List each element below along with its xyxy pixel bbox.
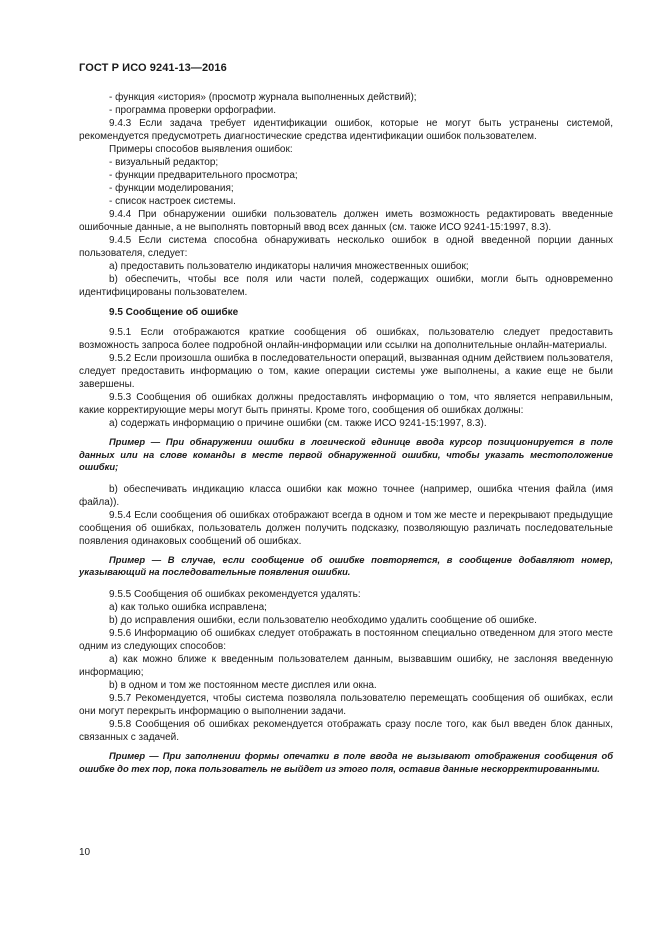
item-9-5-5-a: a) как только ошибка исправлена; [109,601,267,613]
clause-9-5-4: 9.5.4 Если сообщения об ошибках отображают всегда в одном и том же месте и перекрывают предыдущие сообщения об ошибках, пользователь должен получить подсказку, позволяющую различать последовательные появления одинаковых сообщений об ошибках. [79,509,613,547]
item-9-5-5-b: b) до исправления ошибки, если пользователю необходимо удалить сообщение об ошибке. [109,614,537,626]
bullet-preview: - функции предварительного просмотра; [109,170,298,181]
bullet-settings-list: - список настроек системы. [109,196,236,207]
clause-9-4-3: 9.4.3 Если задача требует идентификации ошибок, которые не могут быть устранены системой, рекомендуется предусмотреть диагностические средства идентификации ошибок пользователем. [79,118,613,142]
bullet-modeling: - функции моделирования; [109,183,234,194]
bullet-visual-editor: - визуальный редактор; [109,157,219,168]
example-label: Пример — [109,553,162,565]
page-number: 10 [79,847,91,858]
document-body [79,91,613,784]
clause-9-5-8: 9.5.8 Сообщения об ошибках рекомендуется отображать сразу после того, как был введен блок данных, связанных с задачей. [79,718,613,743]
clause-9-5-6: 9.5.6 Информацию об ошибках следует отображать в постоянном специально отведенном для этого месте одним из следующих способов: [79,627,613,652]
clause-9-5-5: 9.5.5 Сообщения об ошибках рекомендуется удалять: [109,588,361,600]
item-9-5-6-a: a) как можно ближе к введенным пользователем данным, вызвавшим ошибку, не заслоняя введенную информацию; [79,653,613,678]
example-form-typos [79,750,613,775]
example-cursor-position [79,436,613,474]
examples-intro: Примеры способов выявления ошибок: [109,144,293,155]
example-text: В случае, если сообщение об ошибке повторяется, в сообщение добавляют номер, указывающий на последовательные появления ошибки. [79,553,613,578]
bullet-spellcheck: - программа проверки орфографии. [109,105,276,116]
example-text: При заполнении формы опечатки в поле ввода не вызывают отображения сообщения об ошибке до тех пор, пока пользователь не выйдет из этого поля, оставив данные нескорректированными. [79,749,613,774]
document-header: ГОСТ Р ИСО 9241-13—2016 [79,62,227,74]
item-9-4-5-a: a) предоставить пользователю индикаторы наличия множественных ошибок; [109,261,469,272]
item-9-5-3-a: a) содержать информацию о причине ошибки (см. также ИСО 9241-15:1997, 8.3). [109,418,487,429]
clause-9-5-2: 9.5.2 Если произошла ошибка в последовательности операций, вызванная одним действием пользователя, следует предоставить информацию о том, какие операции системы уже выполнены, а какие еще не были завершены. [79,353,613,390]
example-text: При обнаружении ошибки в логической единице ввода курсор позиционируется в поле данных или на слове команды в месте первой обнаруженной ошибки, чтобы указать местоположение ошибки; [79,436,613,473]
example-label: Пример — [109,749,159,761]
clause-9-5-3: 9.5.3 Сообщения об ошибках должны предоставлять информацию о том, что является неправильным, какие корректирующие меры могут быть приняты. Кроме того, сообщения об ошибках должны: [79,392,613,416]
clause-9-5-7: 9.5.7 Рекомендуется, чтобы система позволяла пользователю перемещать сообщения об ошибках, если они могут перекрыть информацию о выполнении задачи. [79,692,613,717]
example-label: Пример — [109,436,161,447]
clause-9-4-5: 9.4.5 Если система способна обнаруживать несколько ошибок в одной введенной порции данных пользователя, следует: [79,235,613,259]
example-repeated-message [79,554,613,579]
section-heading-9-5: 9.5 Сообщение об ошибке [109,307,239,318]
item-9-5-6-b: b) в одном и том же постоянном месте дисплея или окна. [109,679,377,691]
clause-9-5-1: 9.5.1 Если отображаются краткие сообщения об ошибках, пользователю следует предоставить возможность запроса более подробной онлайн-информации или ссылки на дополнительные онлайн-материалы. [79,327,613,351]
item-9-5-3-b: b) обеспечивать индикацию класса ошибки как можно точнее (например, ошибка чтения файла (имя файла)). [79,483,613,508]
bullet-history-function: - функция «история» (просмотр журнала выполненных действий); [109,92,417,103]
clause-9-4-4: 9.4.4 При обнаружении ошибки пользователь должен иметь возможность редактировать введенные ошибочные данные, а не выполнять повторный ввод всех данных (см. также ИСО 9241-15:1997, 8.3). [79,209,613,233]
item-9-4-5-b: b) обеспечить, чтобы все поля или части полей, содержащих ошибки, могли быть одновременно идентифицированы пользователем. [79,274,613,298]
